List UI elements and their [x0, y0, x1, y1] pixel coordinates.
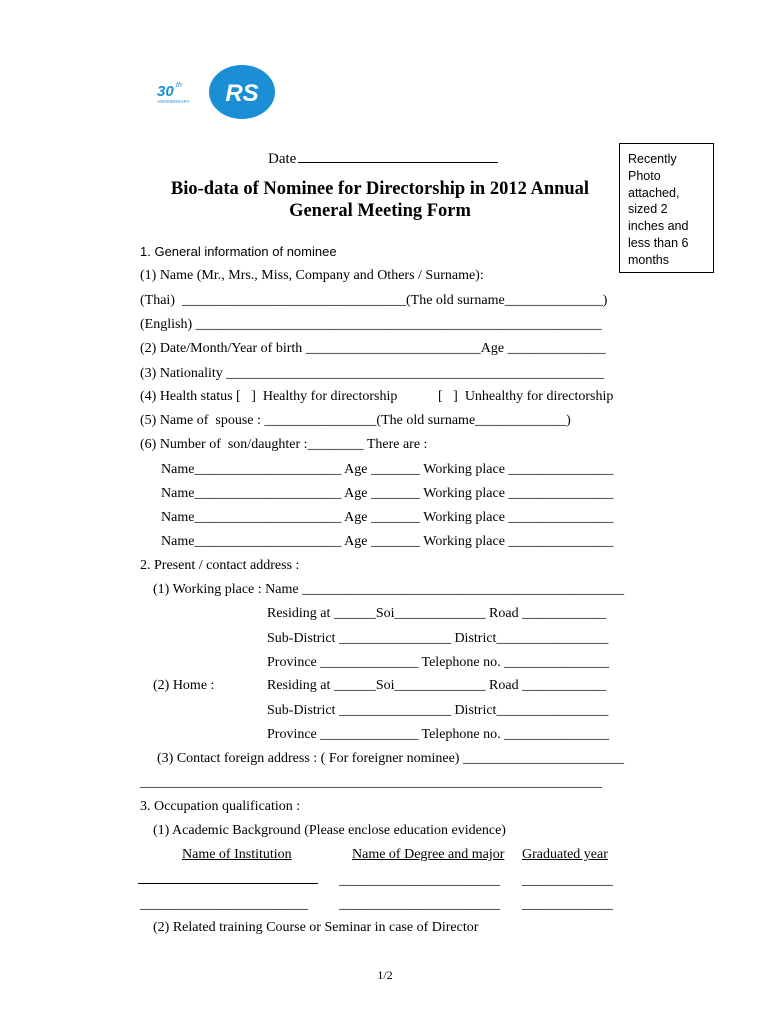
foreign-address-field[interactable]: (3) Contact foreign address : ( For foreigner nominee) _______________________ — [157, 751, 624, 766]
section1-heading: 1. General information of nominee — [140, 244, 337, 259]
photo-box: Recently Photo attached, sized 2 inches and less than 6 months — [619, 143, 714, 273]
child-row[interactable]: Name_____________________ Age _______ Working place _______________ — [161, 510, 614, 525]
home-province-field[interactable]: Province ______________ Telephone no. _______________ — [267, 727, 610, 742]
healthy-checkbox[interactable]: (4) Health status [ ] Healthy for directorship — [140, 389, 398, 404]
logo-anniversary-suffix: th — [176, 82, 182, 89]
work-province-field[interactable]: Province ______________ Telephone no. _______________ — [267, 655, 610, 670]
logo-brand-text: RS — [225, 80, 259, 107]
section2-heading: 2. Present / contact address : — [140, 558, 300, 573]
rs-30th-anniversary-logo — [157, 62, 277, 120]
spouse-field[interactable]: (5) Name of spouse : ________________(The old surname_____________) — [140, 413, 571, 428]
form-title-line2: General Meeting Form — [289, 201, 471, 221]
column-degree: Name of Degree and major — [352, 847, 505, 862]
logo-anniversary-number: 30 — [157, 83, 174, 100]
year-line-1[interactable]: _____________ — [522, 873, 613, 888]
institution-line-2[interactable]: ________________________ — [140, 897, 308, 912]
child-row[interactable]: Name_____________________ Age _______ Working place _______________ — [161, 486, 614, 501]
working-place-name-field[interactable]: (1) Working place : Name ______________________________________________ — [153, 582, 625, 597]
logo-anniversary-word: ANNIVERSARY — [157, 99, 190, 104]
logo-graphic — [157, 62, 277, 120]
institution-line-1[interactable] — [138, 883, 318, 884]
nationality-field[interactable]: (3) Nationality ______________________________________________________ — [140, 366, 605, 381]
form-title — [150, 178, 610, 222]
home-label: (2) Home : — [153, 678, 215, 693]
section3-heading: 3. Occupation qualification : — [140, 799, 301, 814]
english-name-field[interactable]: (English) __________________________________________________________ — [140, 317, 602, 332]
column-graduated-year: Graduated year — [522, 847, 608, 862]
name-label: (1) Name (Mr., Mrs., Miss, Company and Others / Surname): — [140, 268, 484, 283]
home-residing-field[interactable]: Residing at ______Soi_____________ Road ____________ — [267, 678, 607, 693]
training-label: (2) Related training Course or Seminar in case of Director — [153, 920, 479, 935]
foreign-address-line[interactable]: __________________________________________________________________ — [140, 775, 602, 790]
thai-name-field[interactable]: (Thai) ________________________________(The old surname______________) — [140, 293, 608, 308]
date-label: Date — [268, 151, 297, 167]
column-institution: Name of Institution — [182, 847, 292, 862]
home-subdistrict-field[interactable]: Sub-District ________________ District________________ — [267, 703, 609, 718]
degree-line-1[interactable]: _______________________ — [339, 873, 500, 888]
child-row[interactable]: Name_____________________ Age _______ Working place _______________ — [161, 462, 614, 477]
unhealthy-checkbox[interactable]: [ ] Unhealthy for directorship — [438, 389, 614, 404]
academic-background-label: (1) Academic Background (Please enclose education evidence) — [153, 823, 506, 838]
work-subdistrict-field[interactable]: Sub-District ________________ District________________ — [267, 631, 609, 646]
children-count-field[interactable]: (6) Number of son/daughter :________ There are : — [140, 437, 428, 452]
date-field — [268, 150, 498, 168]
dob-age-field[interactable]: (2) Date/Month/Year of birth _________________________Age ______________ — [140, 341, 606, 356]
degree-line-2[interactable]: _______________________ — [339, 897, 500, 912]
work-residing-field[interactable]: Residing at ______Soi_____________ Road ____________ — [267, 606, 607, 621]
date-underline[interactable] — [298, 150, 498, 163]
page-number: 1/2 — [377, 968, 393, 982]
form-title-line1: Bio-data of Nominee for Directorship in 2012 Annual — [170, 179, 590, 199]
year-line-2[interactable]: _____________ — [522, 897, 613, 912]
child-row[interactable]: Name_____________________ Age _______ Working place _______________ — [161, 534, 614, 549]
